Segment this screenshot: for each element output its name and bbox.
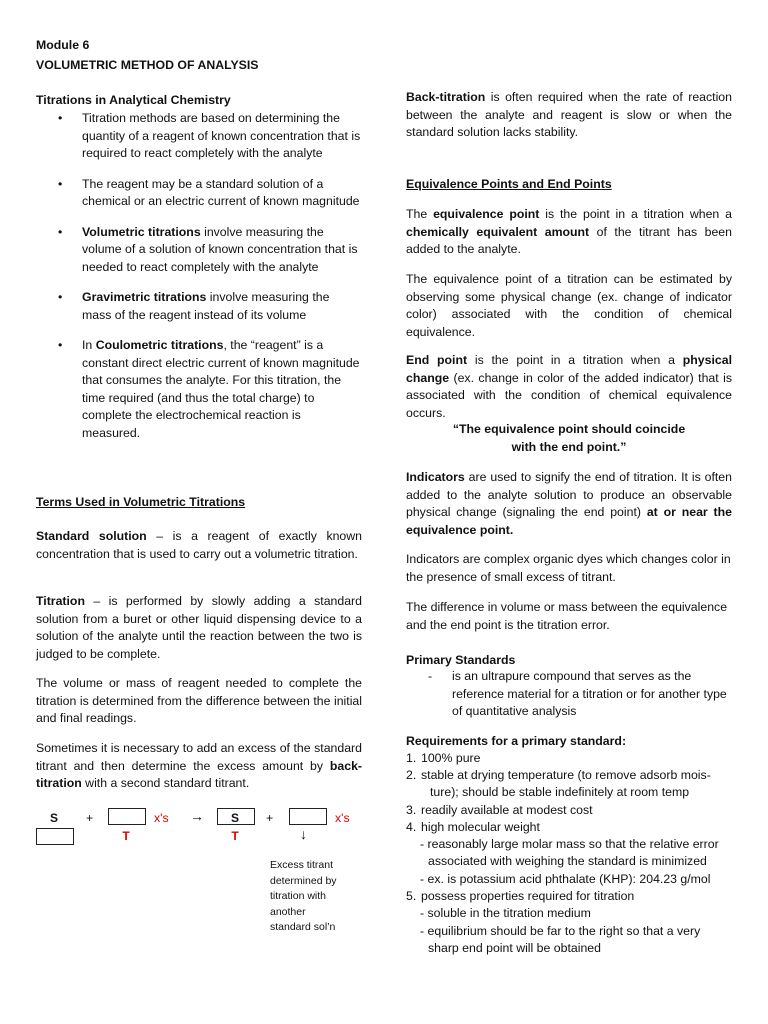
paragraph-text: is often required when the rate of reaction between the analyte and reagent is slow or when the standard solution lacks stability. (406, 90, 732, 139)
diagram-box-t1 (108, 808, 146, 825)
indicators-dyes-paragraph: Indicators are complex organic dyes which changes color in the presence of small excess of titrant. (406, 552, 731, 584)
diagram-box-s1 (36, 828, 74, 845)
section-heading-requirements: Requirements for a primary standard: (406, 734, 627, 748)
list-item (406, 819, 540, 837)
item-number: 5. (406, 889, 417, 903)
paragraph-text: are used to signify the end of titration. It is often added to the analyte solution to produce an observable physical change (signaling the end point) (406, 470, 732, 519)
item-text: stable at drying temperature (to remove adsorb mois- (421, 768, 711, 782)
paragraph-text: is the point in a titration when a (467, 353, 683, 367)
term-back-titration: back-titration (36, 758, 362, 790)
diagram-label-t2: T (231, 829, 239, 843)
caption-line: another (270, 905, 306, 918)
sub-item: - ex. is potassium acid phthalate (KHP): 204.23 g/mol (420, 872, 711, 886)
diagram-caption (270, 858, 337, 936)
item-text: readily available at modest cost (421, 803, 593, 817)
item-number: 2. (406, 768, 417, 782)
sub-item: - soluble in the titration medium (420, 906, 591, 920)
section-heading-equivalence: Equivalence Points and End Points (406, 177, 612, 191)
paragraph-text: Sometimes it is necessary to add an excess of the standard titrant and then determine the excess amount by (36, 741, 362, 773)
volume-paragraph: The volume or mass of reagent needed to complete the titration is determined from the difference between the initial and final readings. (36, 676, 362, 725)
list-item (406, 802, 593, 820)
back-titration-definition (406, 89, 732, 142)
page-title: VOLUMETRIC METHOD OF ANALYSIS (36, 58, 259, 72)
sub-item: - equilibrium should be far to the right so that a very (420, 924, 701, 938)
item-number: 3. (406, 803, 417, 817)
reaction-arrow-icon: → (190, 808, 204, 824)
bullet-text: involve measuring the mass of the reagent instead of its volume (82, 290, 330, 322)
paragraph-text: is the point in a titration when a (539, 207, 732, 221)
bullet-text: involve measuring the volume of a solution of known concentration that is needed to react completely with the analyte (82, 224, 358, 274)
list-item (406, 767, 711, 785)
paragraph-text: of the titrant has been added to the analyte. (406, 224, 732, 256)
item-number: 1. (406, 751, 417, 765)
term-indicators: Indicators (406, 470, 465, 484)
list-item (406, 888, 634, 906)
caption-line: standard sol’n (270, 921, 336, 934)
module-label: Module 6 (36, 38, 90, 52)
down-arrow-icon: ↓ (300, 826, 307, 842)
caption-line: Excess titrant (270, 859, 334, 871)
bullet-text: The reagent may be a standard solution of a chemical or an electric current of known magnitude (82, 176, 360, 208)
term-equivalence-point: equivalence point (433, 207, 540, 221)
diagram-label-s1: S (49, 811, 58, 825)
term-titration: Titration (36, 594, 85, 608)
term-gravimetric: Gravimetric titrations (82, 290, 207, 304)
sub-item: - reasonably large molar mass so that the relative error (420, 837, 719, 851)
term-at-or-near: at or near the equivalence point. (406, 505, 732, 537)
list-item (406, 750, 480, 768)
term-end-point: End point (406, 353, 468, 367)
term-volumetric: Volumetric titrations (82, 224, 201, 239)
paragraph-text: (ex. change in color of the added indicator) that is associated with the condition of chemical equivalence occurs. (406, 370, 732, 420)
quote (406, 421, 732, 456)
equivalence-point-paragraph (406, 206, 732, 259)
paragraph-text: with a second standard titrant. (81, 776, 250, 790)
quote-line: with the end point.” (511, 439, 627, 454)
term-physical-change: physical change (406, 353, 732, 385)
item-continuation: ture); should be stable indefinitely at room temp (430, 785, 690, 799)
diagram-excess-1: x's (154, 811, 169, 825)
term-back-titration: Back-titration (406, 90, 486, 104)
term-chemically-equivalent: chemically equivalent amount (406, 224, 590, 239)
diagram-plus-1: + (86, 811, 94, 825)
item-text: 100% pure (421, 751, 481, 765)
diagram-label-s2: S (230, 811, 239, 825)
quote-line: “The equivalence point should coincide (452, 422, 686, 436)
diagram-plus-2: + (266, 811, 274, 825)
term-coulometric: Coulometric titrations (95, 338, 224, 352)
term-standard-solution: Standard solution (36, 529, 147, 543)
diagram-excess-2: x's (335, 811, 350, 825)
paragraph-text: – is a reagent of exactly known concentration that is used to carry out a volumetric titration. (36, 529, 362, 561)
end-point-paragraph (406, 352, 732, 422)
sub-item-continuation: sharp end point will be obtained (428, 941, 601, 955)
primary-standards-dash: - (428, 669, 433, 683)
item-text: high molecular weight (421, 820, 540, 834)
caption-line: determined by (270, 874, 337, 887)
item-number: 4. (406, 820, 417, 834)
sub-item-continuation: associated with weighing the standard is minimized (428, 854, 707, 868)
bullet-text: Titration methods are based on determining the quantity of a reagent of known concentration that is required to react completely with the analyte (82, 111, 361, 160)
diagram-label-t1: T (122, 829, 130, 843)
equivalence-estimate-paragraph: The equivalence point of a titration can be estimated by observing some physical change (ex. change of indicator color) associated with the condition of chemical equivalence. (406, 272, 732, 339)
diagram-box-xs2 (289, 808, 327, 825)
caption-line: titration with (270, 890, 327, 903)
section-heading-primary-standards: Primary Standards (406, 653, 516, 667)
bullet-text: , the “reagent” is a constant direct electric current of known magnitude that consumes the analyte. For this titration, the time required (and thus the total charge) to complete the electrochemical reaction is measured. (82, 338, 360, 440)
item-text: possess properties required for titration (421, 889, 635, 903)
titration-error-paragraph: The difference in volume or mass between the equivalence and the end point is the titration error. (406, 600, 728, 632)
section-heading-titrations: Titrations in Analytical Chemistry (36, 93, 231, 107)
paragraph-text: The (406, 207, 434, 221)
primary-standards-definition: is an ultrapure compound that serves as the reference material for a titration or for another type of quantitative analysis (452, 669, 727, 718)
bullet-text: In (82, 338, 96, 352)
section-heading-terms: Terms Used in Volumetric Titrations (36, 495, 246, 509)
paragraph-text: – is performed by slowly adding a standard solution from a buret or other liquid dispensing device to a solution of the analyte until the reaction between the two is judged to be complete. (36, 594, 362, 661)
indicators-paragraph (406, 469, 732, 539)
